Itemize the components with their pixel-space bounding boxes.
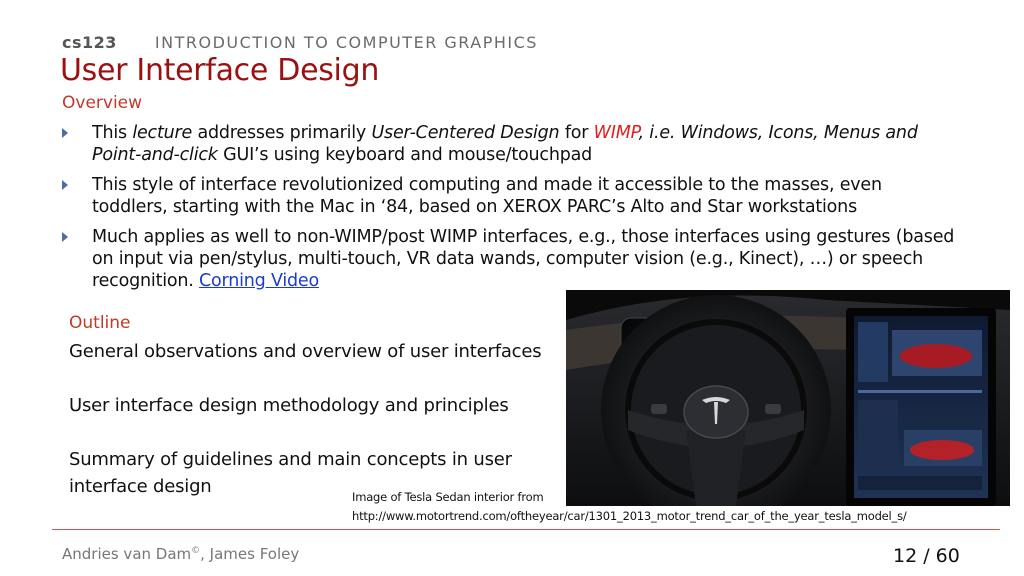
bullet-text: for xyxy=(559,123,594,143)
bullet-arrow-icon xyxy=(62,232,68,242)
bullet-arrow-icon xyxy=(62,128,68,138)
bullet-text: Much applies as well to non-WIMP/post WIMP interfaces, e.g., those interfaces using gestures (based on input via pen/stylus, multi-touch, VR data wands, computer vision (e.g., Kinect), …) or speech recognition. xyxy=(92,227,955,291)
bullet-emphasis: lecture xyxy=(132,123,193,143)
footer-authors xyxy=(62,545,299,563)
bullet-item xyxy=(62,226,962,292)
bullet-text: This style of interface revolutionized computing and made it accessible to the masses, even toddlers, starting with the Mac in ‘84, based on XEROX PARC’s Alto and Star workstations xyxy=(92,175,882,217)
corning-video-link[interactable]: Corning Video xyxy=(199,271,319,291)
page-number: 12 / 60 xyxy=(893,545,960,567)
course-header xyxy=(62,33,538,52)
outline-item: General observations and overview of user interfaces xyxy=(69,341,542,362)
bullet-text: This xyxy=(92,123,133,143)
bullet-list xyxy=(62,122,962,300)
image-caption xyxy=(352,488,907,526)
outline-item: Summary of guidelines and main concepts in user interface design xyxy=(69,449,512,497)
copyright-mark: © xyxy=(191,546,201,556)
wimp-highlight: WIMP xyxy=(593,123,639,143)
course-name: INTRODUCTION TO COMPUTER GRAPHICS xyxy=(154,33,538,52)
outline-heading: Outline xyxy=(69,313,131,333)
bullet-emphasis: , i.e. Windows, Icons, Menus and Point-and-click xyxy=(92,123,918,165)
bullet-item xyxy=(62,174,962,218)
tesla-interior-image xyxy=(566,290,1010,506)
footer-divider xyxy=(52,529,1000,530)
bullet-emphasis: User-Centered Design xyxy=(371,123,560,143)
author-name: , James Foley xyxy=(200,545,300,563)
bullet-arrow-icon xyxy=(62,180,68,190)
slide-title: User Interface Design xyxy=(60,53,380,88)
bullet-text: GUI’s using keyboard and mouse/touchpad xyxy=(217,145,593,165)
course-code: cs123 xyxy=(62,33,117,52)
author-name: Andries van Dam xyxy=(62,545,192,563)
slide-subtitle: Overview xyxy=(62,93,143,113)
caption-url: http://www.motortrend.com/oftheyear/car/1301_2013_motor_trend_car_of_the_year_tesla_model_s/ xyxy=(352,509,907,523)
bullet-text: addresses primarily xyxy=(192,123,372,143)
outline-item: User interface design methodology and principles xyxy=(69,395,509,416)
caption-line: Image of Tesla Sedan interior from xyxy=(352,490,544,504)
bullet-item xyxy=(62,122,962,166)
